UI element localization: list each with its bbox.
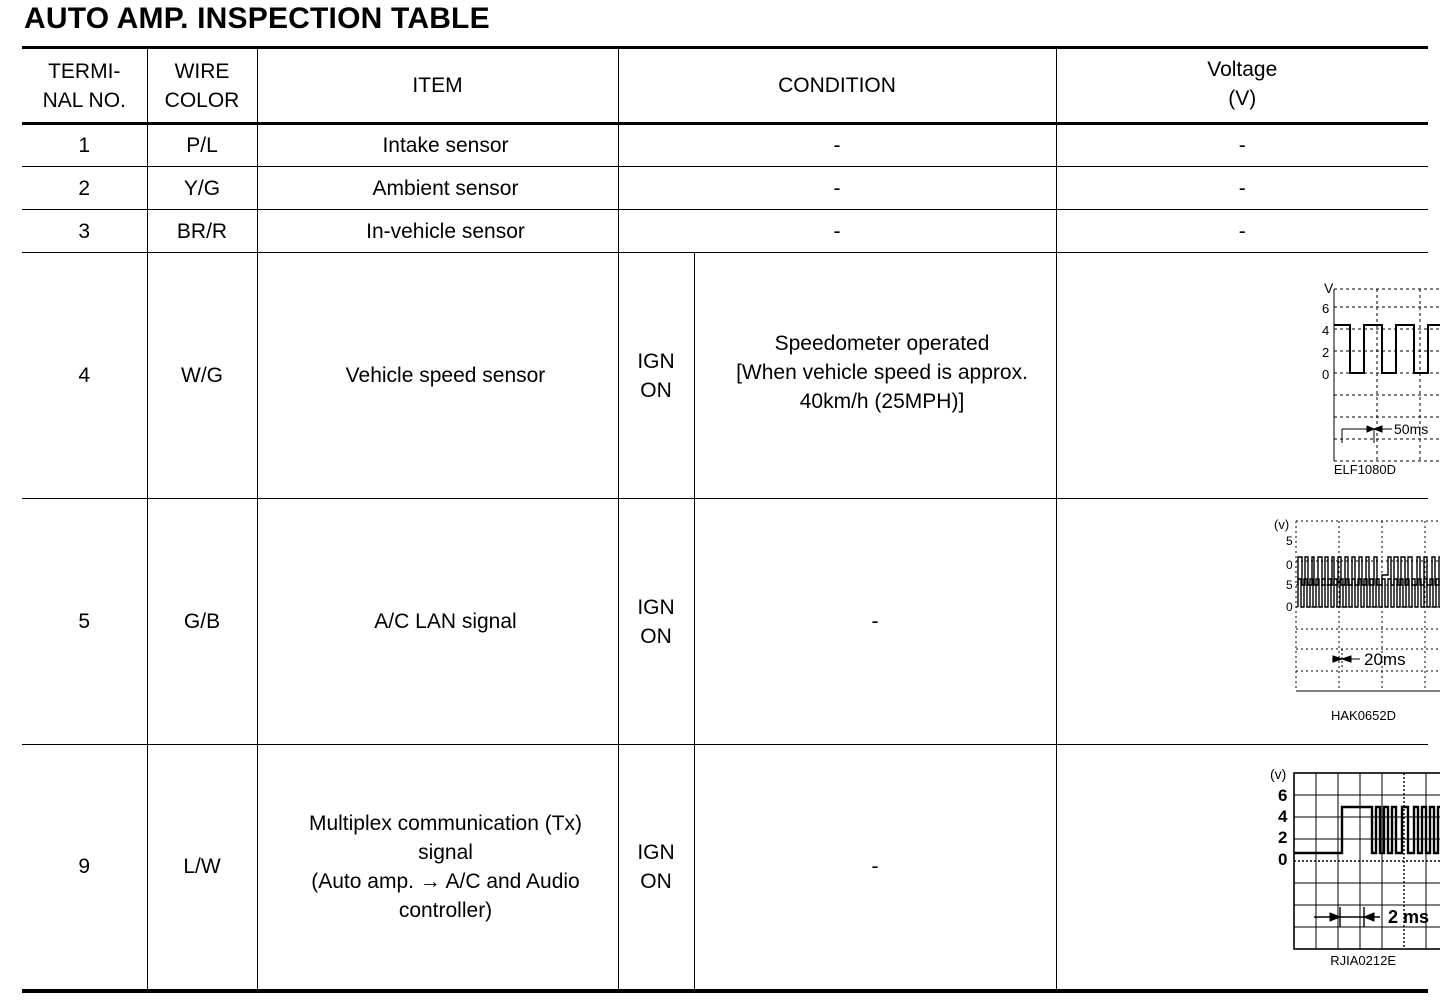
condition-cell: - [618, 210, 1056, 253]
tick-label: 0 [1286, 600, 1293, 614]
table-row [22, 167, 1428, 210]
inspection-table [22, 46, 1428, 993]
voltage-cell: - [1056, 124, 1428, 167]
ign-cell [618, 253, 694, 499]
item-line: Multiplex communication (Tx) [308, 811, 583, 835]
voltage-figure-cell [1056, 499, 1428, 745]
figure-code: ELF1080D [1333, 462, 1397, 477]
on-label: ON [640, 869, 672, 893]
terminal-cell: 1 [22, 124, 147, 167]
terminal-cell: 9 [22, 745, 147, 991]
header-condition: CONDITION [618, 48, 1056, 124]
figure-code: RJIA0212E [1330, 952, 1397, 968]
table-row [22, 210, 1428, 253]
ign-cell [618, 745, 694, 991]
axis-unit-label: (v) [1270, 766, 1287, 782]
period-label: 20ms [1364, 650, 1406, 669]
condition-cell: - [694, 499, 1056, 745]
item-cell [257, 745, 618, 991]
figure-code: HAK0652D [1330, 708, 1397, 723]
tick-label: 4 [1322, 323, 1330, 338]
period-label: 2 ms [1388, 907, 1430, 927]
condition-cell: - [618, 167, 1056, 210]
header-terminal-line2: NAL NO. [42, 88, 126, 112]
ign-label: IGN [637, 595, 675, 619]
condition-line: Speedometer operated [774, 332, 990, 355]
on-label: ON [640, 624, 672, 648]
header-terminal-line1: TERMI- [48, 59, 121, 83]
tick-label: 5 [1286, 578, 1293, 592]
wire-color-cell: P/L [147, 124, 257, 167]
voltage-figure-cell [1056, 253, 1428, 499]
axis-unit-label: (v) [1274, 517, 1290, 532]
ign-label: IGN [637, 840, 675, 864]
condition-line: [When vehicle speed is approx. [736, 361, 1028, 384]
header-wire-line2: COLOR [164, 88, 240, 112]
condition-cell: - [618, 124, 1056, 167]
terminal-cell: 5 [22, 499, 147, 745]
tick-label: 4 [1278, 807, 1288, 826]
item-cell: A/C LAN signal [257, 499, 618, 745]
axis-unit-label: V [1324, 280, 1334, 296]
table-row [22, 253, 1428, 499]
header-wire-color [147, 48, 257, 124]
waveform-figure-speed [1057, 253, 1429, 498]
table-row [22, 499, 1428, 745]
table-row [22, 124, 1428, 167]
tick-label: 0 [1322, 367, 1330, 382]
item-cell: Intake sensor [257, 124, 618, 167]
voltage-figure-cell [1056, 745, 1428, 991]
tick-label: 6 [1322, 301, 1330, 316]
condition-line: 40km/h (25MPH)] [799, 390, 965, 413]
terminal-cell: 3 [22, 210, 147, 253]
header-item: ITEM [257, 48, 618, 124]
condition-cell [694, 253, 1056, 499]
ign-label: IGN [637, 349, 675, 373]
wire-color-cell: G/B [147, 499, 257, 745]
tick-label: 5 [1286, 534, 1293, 548]
ign-cell [618, 499, 694, 745]
period-label: 50ms [1394, 421, 1429, 437]
tick-label: 6 [1278, 786, 1288, 805]
item-cell: Ambient sensor [257, 167, 618, 210]
item-line: controller) [398, 898, 493, 922]
wire-color-cell: Y/G [147, 167, 257, 210]
item-cell: In-vehicle sensor [257, 210, 618, 253]
wire-color-cell: BR/R [147, 210, 257, 253]
waveform-figure-multiplex [1057, 745, 1429, 989]
tick-label: 0 [1286, 558, 1293, 572]
item-cell: Vehicle speed sensor [257, 253, 618, 499]
condition-cell: - [694, 745, 1056, 991]
tick-label: 0 [1278, 850, 1288, 869]
header-voltage [1056, 48, 1428, 124]
wire-color-cell: W/G [147, 253, 257, 499]
voltage-cell: - [1056, 167, 1428, 210]
header-wire-line1: WIRE [174, 59, 230, 83]
terminal-cell: 4 [22, 253, 147, 499]
wire-color-cell: L/W [147, 745, 257, 991]
header-voltage-line1: Voltage [1207, 58, 1278, 81]
terminal-cell: 2 [22, 167, 147, 210]
item-line: (Auto amp. → A/C and Audio [311, 869, 580, 893]
tick-label: 2 [1278, 828, 1288, 847]
voltage-cell: - [1056, 210, 1428, 253]
table-header-row [22, 48, 1428, 124]
waveform-figure-lan [1057, 499, 1429, 744]
item-line: signal [418, 840, 473, 864]
table-row [22, 745, 1428, 991]
tick-label: 2 [1322, 345, 1330, 360]
page-title: AUTO AMP. INSPECTION TABLE [24, 2, 490, 35]
header-voltage-line2: (V) [1228, 87, 1257, 110]
on-label: ON [640, 378, 672, 402]
header-terminal [22, 48, 147, 124]
